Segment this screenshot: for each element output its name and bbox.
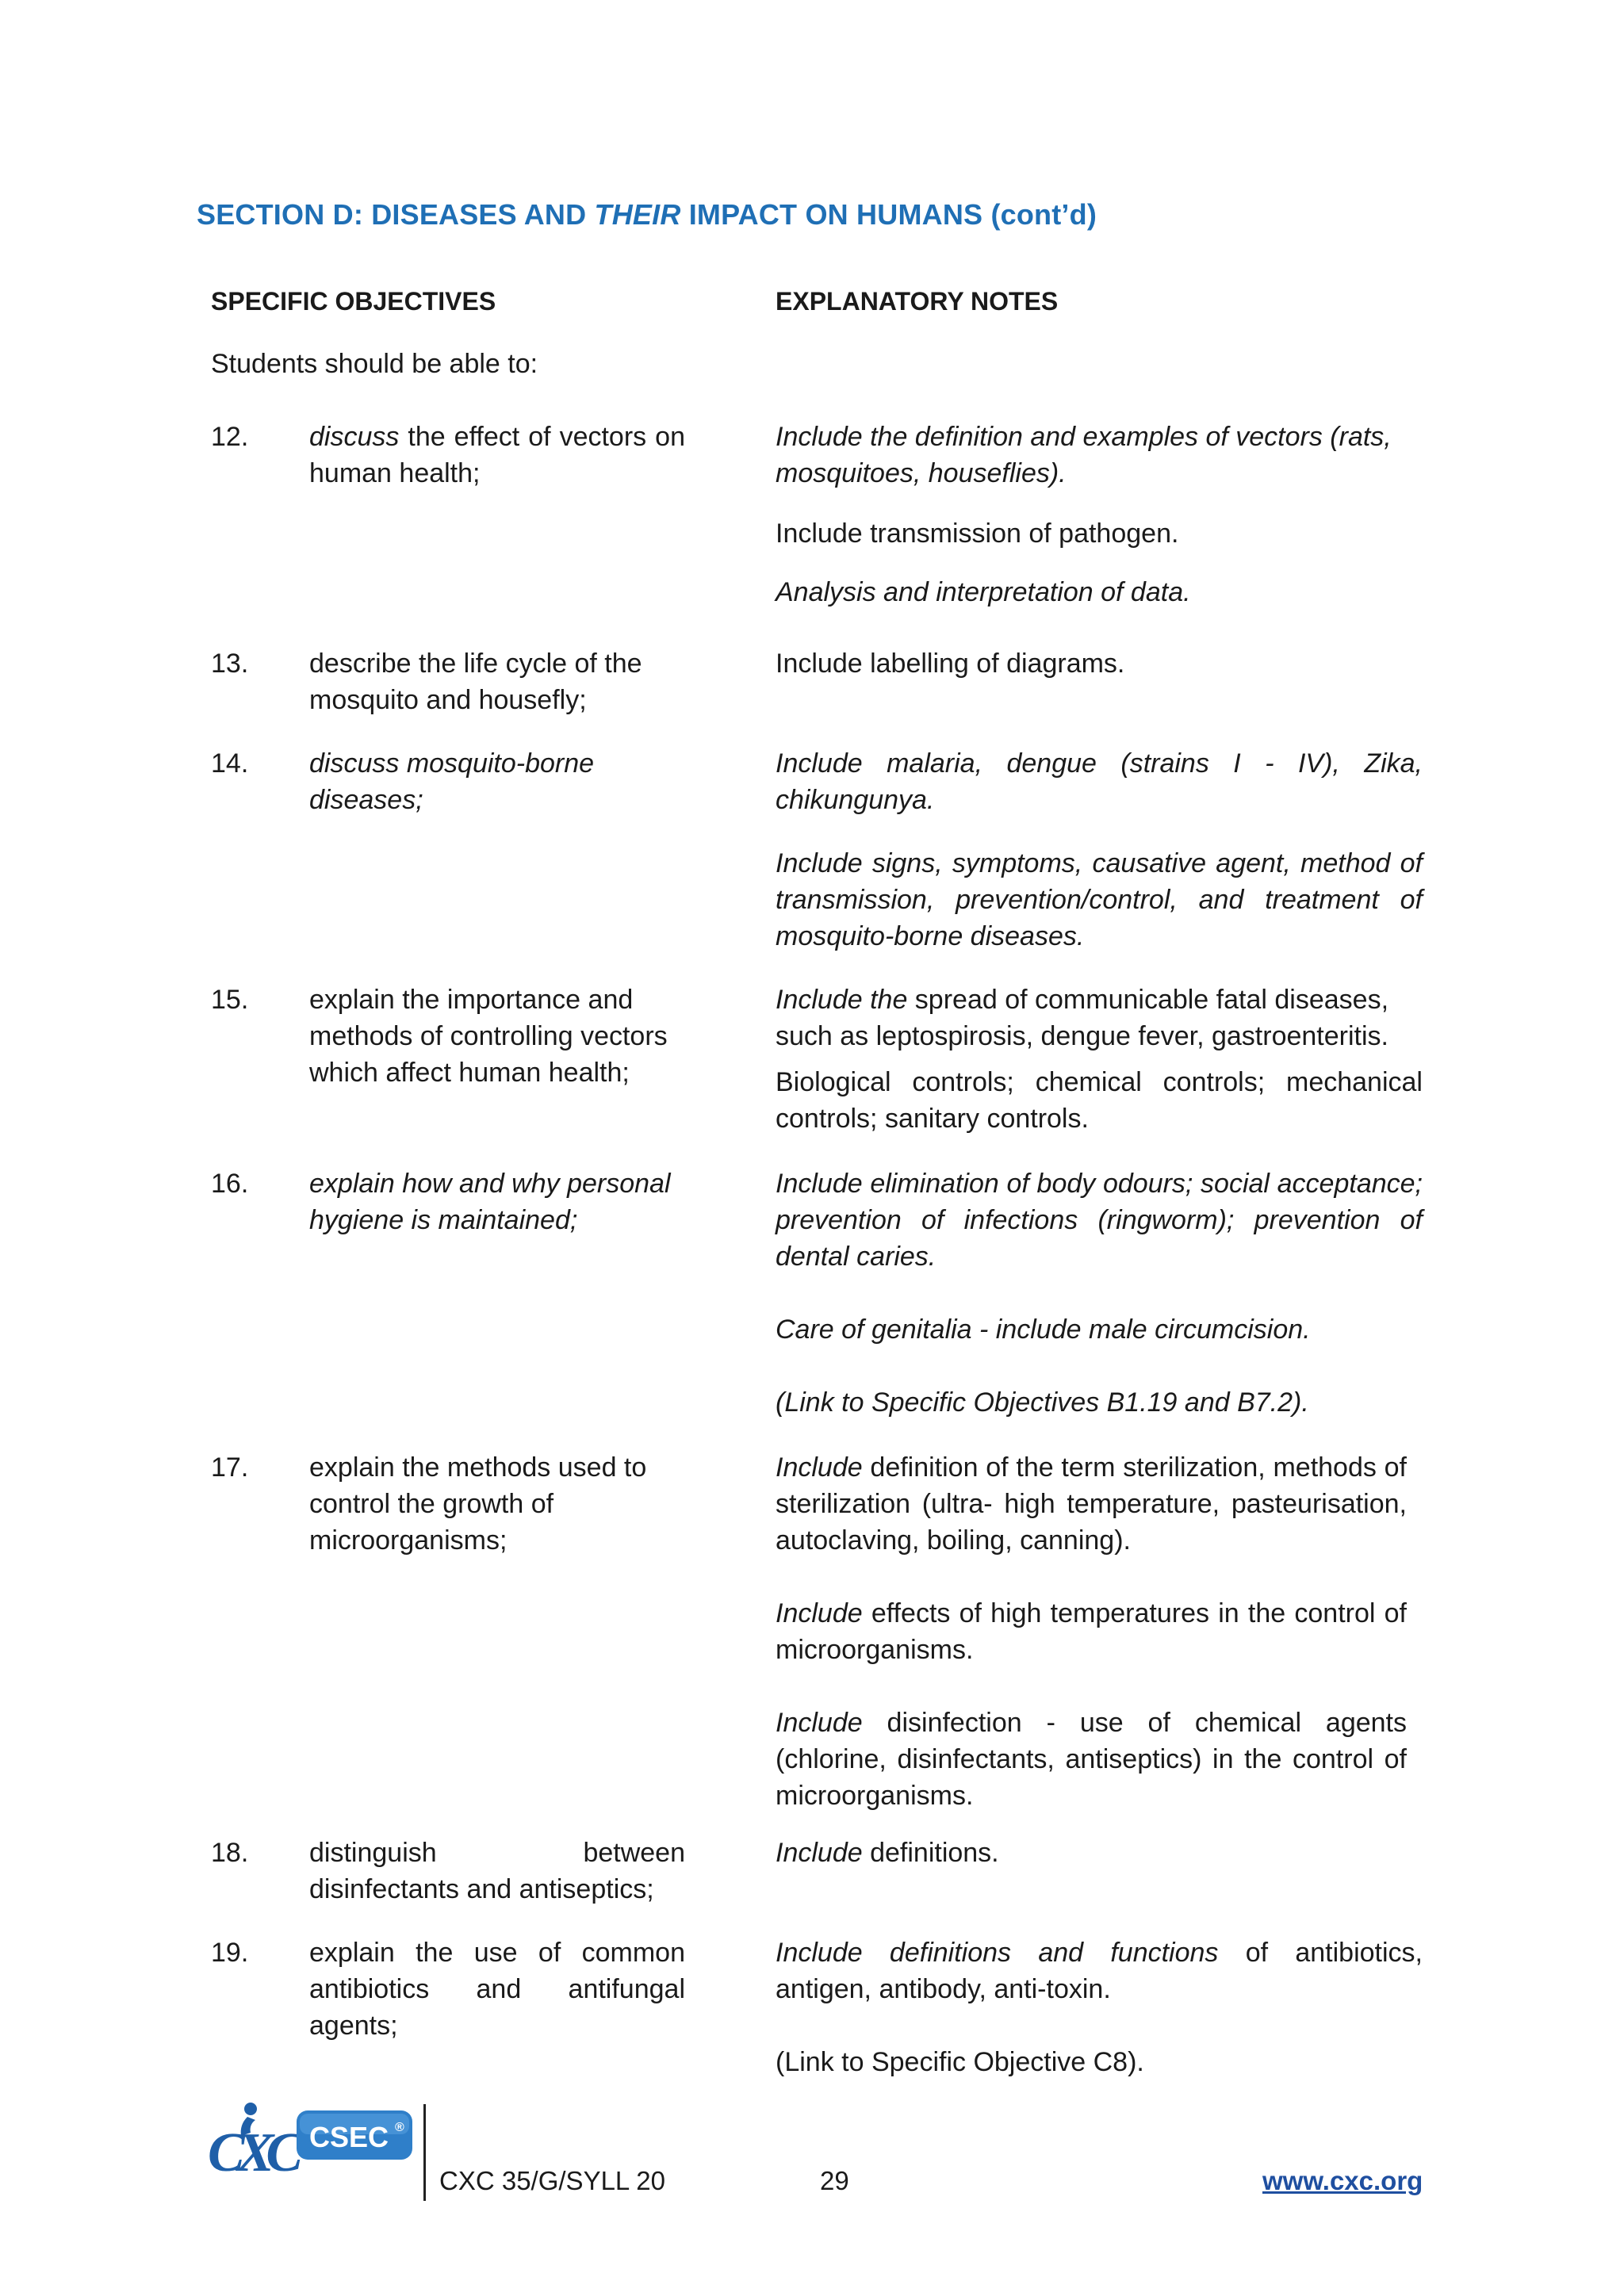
objective-text: explain the importance and methods of controlling vectors which affect human health; (309, 985, 668, 1088)
objective-verb: discuss (309, 422, 400, 452)
objective-number: 14. (211, 748, 249, 779)
section-title-suffix: IMPACT ON HUMANS (cont’d) (680, 198, 1097, 231)
explanatory-notes (776, 982, 1423, 1161)
csec-badge-text: CSEC (309, 2121, 389, 2153)
objective-number: 19. (211, 1938, 249, 1968)
note: Include malaria, dengue (strains I - IV), Zika, chikungunya. (776, 748, 1423, 815)
objective-number: 18. (211, 1838, 249, 1868)
footer-divider (423, 2104, 426, 2201)
note: Include signs, symptoms, causative agent, method of transmission, prevention/control, and treatment of mosquito-borne diseases. (776, 848, 1423, 951)
section-title-prefix: SECTION D: DISEASES AND (197, 198, 595, 231)
explanatory-notes (776, 645, 1423, 706)
objective-text: distinguish between disinfectants and antiseptics; (309, 1838, 685, 1904)
note-rest: spread of communicable fatal diseases, such as leptospirosis, dengue fever, gastroenteritis. (776, 985, 1389, 1051)
objective-text: explain the methods used to control the growth of microorganisms; (309, 1452, 647, 1556)
objective-text: describe the life cycle of the mosquito and housefly; (309, 649, 642, 715)
note-rest: effects of high temperatures in the control of microorganisms. (776, 1598, 1407, 1665)
syllabus-code: CXC 35/G/SYLL 20 (439, 2166, 665, 2195)
objective-text: explain how and why personal hygiene is maintained; (309, 1169, 671, 1235)
website-link[interactable]: www.cxc.org (1262, 2166, 1423, 2195)
note: Include transmission of pathogen. (776, 519, 1179, 549)
note (776, 1595, 1407, 1668)
note: Include labelling of diagrams. (776, 649, 1125, 679)
note-rest: disinfection - use of chemical agents (chlorine, disinfectants, antiseptics) in the control of microorganisms. (776, 1708, 1407, 1811)
objective-text (309, 419, 685, 492)
explanatory-notes-header: EXPLANATORY NOTES (776, 287, 1059, 316)
explanatory-notes (776, 1835, 1423, 1895)
cxc-logo-icon (205, 2101, 420, 2180)
note: (Link to Specific Objectives B1.19 and B7.2). (776, 1387, 1309, 1418)
objective-number: 13. (211, 649, 249, 679)
objective-rest: the effect of vectors on human health; (309, 422, 685, 488)
cxc-logo-text: CXC (208, 2122, 296, 2180)
note (776, 1835, 1423, 1871)
note (776, 1705, 1407, 1814)
explanatory-notes (776, 1165, 1423, 1445)
explanatory-notes (776, 1934, 1423, 2104)
note: (Link to Specific Objective C8). (776, 2047, 1144, 2077)
section-title-emphasis: THEIR (594, 198, 681, 231)
explanatory-notes (776, 1449, 1407, 1838)
objective-number: 12. (211, 422, 249, 452)
note-lead: Include (776, 1708, 863, 1738)
objective-number: 15. (211, 985, 249, 1015)
note: Biological controls; chemical controls; mechanical controls; sanitary controls. (776, 1067, 1423, 1134)
note: Care of genitalia - include male circumcision. (776, 1314, 1311, 1345)
note: Include the definition and examples of vectors (rats, mosquitoes, houseflies). (776, 422, 1392, 488)
note-lead: Include the (776, 985, 908, 1015)
objective-text: explain the use of common antibiotics and antifungal agents; (309, 1938, 685, 2041)
page-number: 29 (820, 2166, 849, 2195)
note (776, 982, 1423, 1054)
specific-objectives-header: SPECIFIC OBJECTIVES (211, 287, 496, 316)
note-rest: definitions. (862, 1838, 999, 1868)
note-lead: Include (776, 1452, 863, 1483)
note-rest: definition of the term sterilization, methods of sterilization (ultra- high temperature, pasteurisation, autoclaving, boiling, canning). (776, 1452, 1407, 1556)
section-title (197, 198, 1097, 232)
note-rest: of antibiotics, antigen, antibody, anti-toxin. (776, 1938, 1423, 2004)
explanatory-notes (776, 419, 1423, 634)
objective-text: discuss mosquito-borne diseases; (309, 748, 595, 815)
csec-registered-mark: ® (395, 2121, 404, 2134)
intro-text: Students should be able to: (211, 349, 538, 379)
note: Include elimination of body odours; social acceptance; prevention of infections (ringworm); prevention of dental caries. (776, 1169, 1423, 1272)
note-lead: Include (776, 1598, 863, 1628)
note-lead: Include definitions and functions (776, 1938, 1219, 1968)
note: Analysis and interpretation of data. (776, 577, 1191, 607)
note (776, 1449, 1407, 1559)
explanatory-notes (776, 745, 1423, 978)
note-lead: Include (776, 1838, 863, 1868)
note (776, 1934, 1423, 2007)
objective-number: 16. (211, 1169, 249, 1199)
cxc-csec-logo (205, 2101, 420, 2180)
objective-number: 17. (211, 1452, 249, 1483)
